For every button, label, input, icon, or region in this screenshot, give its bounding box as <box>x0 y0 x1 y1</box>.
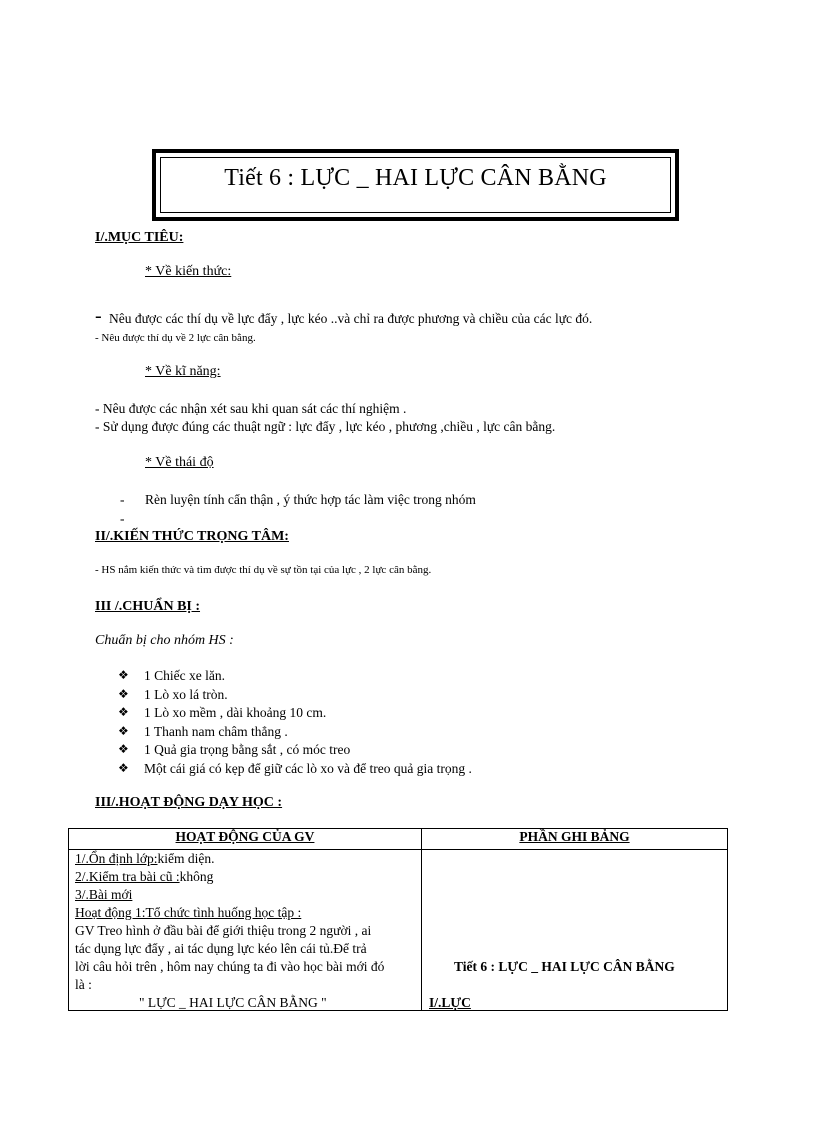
list-item: ❖ 1 Lò xo lá tròn. <box>118 686 228 702</box>
attitude-label: * Về thái độ <box>145 455 214 470</box>
table-header-row <box>69 829 728 850</box>
section-objectives-heading: I/.MỤC TIÊU: <box>95 230 184 245</box>
knowledge-dash: - <box>95 305 102 327</box>
knowledge-line-2: - Nêu được thí dụ về 2 lực cân bằng. <box>95 332 256 344</box>
skills-line-1: - Nêu được các nhận xét sau khi quan sát các thí nghiệm . <box>95 401 407 416</box>
board-notes-header: PHẦN GHI BẢNG <box>422 829 728 850</box>
knowledge-label: * Về kiến thức: <box>145 264 232 279</box>
four-diamond-bullet-icon: ❖ <box>118 742 129 756</box>
section-activities-heading: III/.HOẠT ĐỘNG DẠY HỌC : <box>95 795 283 810</box>
lesson-title-quote: " LỰC _ HAI LỰC CÂN BẰNG " <box>139 995 327 1010</box>
list-item: ❖ 1 Quả gia trọng bằng sắt , có móc treo <box>118 742 351 757</box>
skills-label: * Về kĩ năng: <box>145 364 221 379</box>
step-2: 2/.Kiểm tra bài cũ :không <box>75 869 214 884</box>
list-item: ❖ 1 Chiếc xe lăn. <box>118 668 225 683</box>
attitude-dash-2: - <box>120 511 125 526</box>
teacher-activity-cell <box>69 850 422 1011</box>
four-diamond-bullet-icon: ❖ <box>118 686 129 701</box>
preparation-label: Chuẩn bị cho nhóm HS : <box>95 633 234 648</box>
page-title: Tiết 6 : LỰC _ HAI LỰC CÂN BẰNG <box>224 165 607 191</box>
key-knowledge-line: - HS nắm kiến thức và tìm được thí dụ về sự tồn tại của lực , 2 lực cân bằng. <box>95 564 432 576</box>
board-subheading-force: I/.LỰC <box>429 995 471 1010</box>
four-diamond-bullet-icon: ❖ <box>118 723 129 738</box>
board-lesson-title: Tiết 6 : LỰC _ HAI LỰC CÂN BẰNG <box>454 959 675 974</box>
preparation-list <box>118 668 472 779</box>
step-3: 3/.Bài mới <box>75 887 133 902</box>
activity-text-4: là : <box>75 977 92 992</box>
activity-text-3: lời câu hỏi trên , hôm nay chúng ta đi vào học bài mới đó <box>75 959 385 974</box>
title-box <box>152 149 679 221</box>
activity-1-heading: Hoạt động 1:Tổ chức tình huống học tập : <box>75 905 302 920</box>
knowledge-line-1: Nêu được các thí dụ về lực đẩy , lực kéo ..và chỉ ra được phương và chiều của các lực đó. <box>109 311 593 326</box>
activity-text-2: tác dụng lực đẩy , ai tác dụng lực kéo lên cái tủ.Để trả <box>75 941 367 956</box>
lesson-plan-table <box>68 828 728 1011</box>
four-diamond-bullet-icon: ❖ <box>118 760 129 775</box>
step-1: 1/.Ổn định lớp:kiểm diện. <box>75 851 215 866</box>
list-item: ❖ Một cái giá có kẹp để giữ các lò xo và để treo quả gia trọng . <box>118 760 472 776</box>
section-preparation-heading: III /.CHUẨN BỊ : <box>95 599 201 614</box>
list-item: ❖ 1 Thanh nam châm thẳng . <box>118 723 288 739</box>
attitude-line-1: Rèn luyện tính cẩn thận , ý thức hợp tác làm việc trong nhóm <box>145 492 476 507</box>
four-diamond-bullet-icon: ❖ <box>118 705 129 719</box>
section-key-knowledge-heading: II/.KIẾN THỨC TRỌNG TÂM: <box>95 529 289 544</box>
table-row <box>69 850 728 1011</box>
skills-line-2: - Sử dụng được đúng các thuật ngữ : lực đẩy , lực kéo , phương ,chiều , lực cân bằng. <box>95 419 556 434</box>
list-item: ❖ 1 Lò xo mềm , dài khoảng 10 cm. <box>118 705 327 720</box>
teacher-activity-header: HOẠT ĐỘNG CỦA GV <box>69 829 422 850</box>
four-diamond-bullet-icon: ❖ <box>118 668 129 682</box>
board-notes-cell <box>422 850 728 1011</box>
activity-text-1: GV Treo hình ở đầu bài để giới thiệu trong 2 người , ai <box>75 923 372 938</box>
attitude-dash: - <box>120 492 125 507</box>
